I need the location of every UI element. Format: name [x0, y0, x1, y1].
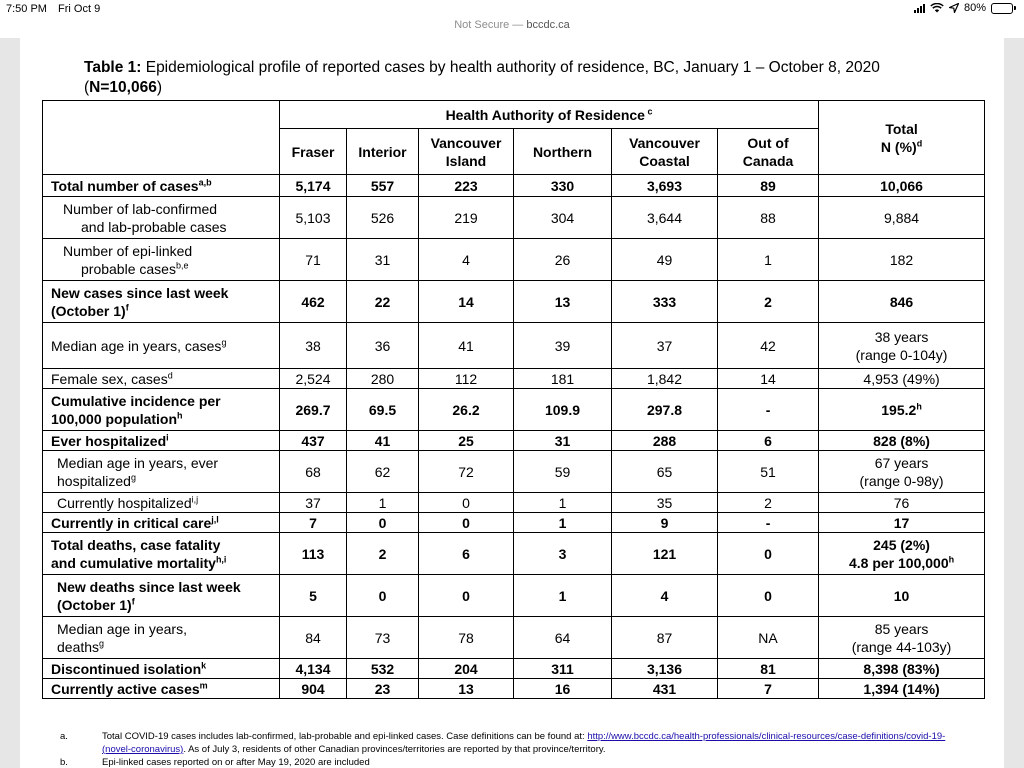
cell-value: 0: [347, 513, 419, 533]
cell-value: 280: [347, 369, 419, 389]
row-label-sup: g: [221, 336, 227, 347]
cell-value: 311: [514, 659, 612, 679]
row-label: [43, 533, 280, 575]
row-label-line1: Number of lab-confirmed: [63, 200, 218, 217]
cell-value: 81: [718, 659, 819, 679]
column-header: [612, 129, 718, 175]
footnote-text: [102, 730, 960, 756]
wifi-icon: [930, 3, 944, 13]
cell-value: 4: [419, 239, 514, 281]
header-total-line2: N (%): [880, 138, 917, 155]
header-group: [280, 101, 819, 129]
cell-value: 5: [280, 575, 347, 617]
table-caption: [84, 58, 964, 98]
cell-value: 71: [280, 239, 347, 281]
cell-value: 59: [514, 451, 612, 493]
row-label-line1: Female sex, cases: [51, 370, 168, 387]
cell-value: 3: [514, 533, 612, 575]
cell-value: 304: [514, 197, 612, 239]
cell-value: 41: [419, 323, 514, 369]
cell-total: [819, 493, 985, 513]
cell-value: 1: [514, 513, 612, 533]
cell-value: 2: [347, 533, 419, 575]
cell-value: 25: [419, 431, 514, 451]
cell-value: 431: [612, 679, 718, 699]
total-line2: (range 44-103y): [851, 638, 952, 655]
row-label: [43, 369, 280, 389]
battery-percent: 80%: [963, 2, 986, 14]
cell-total: [819, 617, 985, 659]
row-label-sup: b,e: [175, 259, 189, 270]
total-line1: 182: [889, 251, 914, 268]
address-host: bccdc.ca: [526, 19, 570, 31]
address-bar[interactable]: [0, 18, 1024, 38]
cell-total: [819, 575, 985, 617]
cell-value: 14: [419, 281, 514, 323]
row-label-sup: f: [131, 595, 135, 606]
cell-total: [819, 389, 985, 431]
column-header: [718, 129, 819, 175]
row-label-line2: and cumulative mortality: [51, 554, 216, 571]
security-label: Not Secure: [454, 19, 510, 31]
cell-value: 69.5: [347, 389, 419, 431]
cell-total: [819, 679, 985, 699]
cell-value: 333: [612, 281, 718, 323]
table-row: [43, 513, 985, 533]
table-row: [43, 197, 985, 239]
cell-value: 35: [612, 493, 718, 513]
total-line1: 67 years: [874, 454, 929, 471]
table-row: [43, 451, 985, 493]
row-label-sup: m: [199, 679, 208, 690]
cell-value: 51: [718, 451, 819, 493]
total-line1: 38 years: [874, 328, 929, 345]
document-page: [20, 38, 1004, 768]
footnotes: [60, 730, 960, 768]
footnote-text-after: . As of July 3, residents of other Canadian provinces/territories are reported by that province/territory.: [183, 744, 606, 755]
column-header-line2: Coastal: [639, 152, 690, 169]
cell-value: 330: [514, 175, 612, 197]
cell-value: 31: [514, 431, 612, 451]
total-line1: 8,398 (83%): [863, 660, 940, 677]
table-row: [43, 679, 985, 699]
cell-value: 1: [718, 239, 819, 281]
cell-value: 204: [419, 659, 514, 679]
cell-value: 26.2: [419, 389, 514, 431]
cell-total: [819, 513, 985, 533]
row-label-line2: deaths: [57, 638, 100, 655]
header-total: [819, 101, 985, 175]
cell-total: [819, 323, 985, 369]
cell-value: 72: [419, 451, 514, 493]
cell-value: 78: [419, 617, 514, 659]
total-line1: 76: [893, 494, 910, 511]
row-label-line1: Currently in critical care: [51, 514, 212, 531]
cell-value: 1,842: [612, 369, 718, 389]
row-label-line2: (October 1): [51, 302, 126, 319]
cell-value: 5,103: [280, 197, 347, 239]
total-line2: 4.8 per 100,000: [848, 554, 949, 571]
caption-text: Epidemiological profile of reported cases by health authority of residence, BC, January 1 – October 8, 2020: [141, 59, 880, 76]
cell-value: 437: [280, 431, 347, 451]
header-group-sup: c: [644, 105, 653, 116]
case-definitions-link[interactable]: http://www.bccdc.ca/health-professionals/clinical-resources/case-definitions/covid-19-(novel-coronavirus): [102, 731, 946, 755]
status-time: 7:50 PM: [6, 3, 47, 15]
column-header: [280, 129, 347, 175]
battery-icon: [991, 3, 1016, 14]
total-line1: 828 (8%): [873, 432, 930, 449]
table-row: [43, 175, 985, 197]
cell-value: 5,174: [280, 175, 347, 197]
header-total-sup: d: [916, 137, 923, 148]
column-header-line2: Island: [445, 152, 487, 169]
cell-total: [819, 533, 985, 575]
epidemiological-profile-table: [42, 100, 985, 699]
column-header-line1: Interior: [358, 143, 407, 160]
cell-value: 68: [280, 451, 347, 493]
cell-value: 16: [514, 679, 612, 699]
cell-value: 73: [347, 617, 419, 659]
row-label-line1: Cumulative incidence per: [51, 392, 221, 409]
cell-value: 31: [347, 239, 419, 281]
row-label-line1: Ever hospitalized: [51, 432, 167, 449]
row-label: [43, 493, 280, 513]
cell-value: 112: [419, 369, 514, 389]
cell-value: 62: [347, 451, 419, 493]
cell-value: 4: [612, 575, 718, 617]
column-header-line1: Vancouver: [629, 134, 700, 151]
footnote: [60, 730, 960, 756]
cell-value: 297.8: [612, 389, 718, 431]
row-label: [43, 617, 280, 659]
cell-value: -: [718, 513, 819, 533]
cell-value: 84: [280, 617, 347, 659]
cell-value: 288: [612, 431, 718, 451]
cell-value: 2: [718, 493, 819, 513]
total-line1: 9,884: [884, 209, 920, 226]
cell-value: 0: [718, 575, 819, 617]
column-header-line1: Northern: [532, 143, 593, 160]
cell-value: 532: [347, 659, 419, 679]
location-arrow-icon: [949, 3, 959, 13]
row-label-sup: i,j: [191, 493, 199, 504]
total-line2: (range 0-98y): [859, 472, 944, 489]
caption-paren-close: ): [156, 79, 162, 96]
row-label-line1: Total number of cases: [51, 177, 199, 194]
cell-value: 42: [718, 323, 819, 369]
cell-total: [819, 451, 985, 493]
total-line1: 17: [893, 514, 910, 531]
cell-value: 3,136: [612, 659, 718, 679]
row-label-line1: Median age in years,: [57, 620, 187, 637]
row-label-sup: k: [201, 659, 207, 670]
cell-value: 2,524: [280, 369, 347, 389]
cell-value: 1: [514, 575, 612, 617]
total-line1: 1,394 (14%): [863, 680, 940, 697]
cell-value: 89: [718, 175, 819, 197]
row-label-line1: Median age in years, ever: [57, 454, 219, 471]
cell-value: 181: [514, 369, 612, 389]
row-label-line1: Total deaths, case fatality: [51, 536, 221, 553]
row-label-sup: g: [130, 471, 136, 482]
cell-value: 0: [419, 513, 514, 533]
cell-value: 0: [419, 493, 514, 513]
caption-n: N=10,066: [89, 79, 157, 96]
table-row: [43, 617, 985, 659]
total-line1: 85 years: [874, 620, 929, 637]
row-label: [43, 451, 280, 493]
cell-value: -: [718, 389, 819, 431]
cell-total: [819, 175, 985, 197]
cell-value: NA: [718, 617, 819, 659]
status-date: Fri Oct 9: [58, 3, 101, 15]
total-line2: (range 0-104y): [855, 346, 948, 363]
row-label: [43, 197, 280, 239]
footnote-marker: a.: [60, 731, 68, 742]
row-label: [43, 659, 280, 679]
row-label-sup: j,l: [211, 513, 219, 524]
column-header: [347, 129, 419, 175]
cell-value: 49: [612, 239, 718, 281]
row-label-line2: and lab-probable cases: [81, 218, 227, 235]
row-label: [43, 389, 280, 431]
cell-value: 4,134: [280, 659, 347, 679]
cell-value: 121: [612, 533, 718, 575]
table-row: [43, 369, 985, 389]
footnote-text-before: Epi-linked cases reported on or after May 19, 2020 are included: [102, 757, 370, 768]
row-label-sup: g: [99, 637, 105, 648]
table-row: [43, 431, 985, 451]
column-header: [419, 129, 514, 175]
row-label-line2: (October 1): [57, 596, 132, 613]
row-label-sup: h: [177, 409, 183, 420]
row-label-line1: Discontinued isolation: [51, 660, 202, 677]
cell-value: 64: [514, 617, 612, 659]
total-sup: h: [948, 553, 955, 564]
cell-value: 26: [514, 239, 612, 281]
cell-value: 2: [718, 281, 819, 323]
table-row: [43, 575, 985, 617]
table-row: [43, 281, 985, 323]
cell-value: 22: [347, 281, 419, 323]
total-line1: 10: [893, 587, 910, 604]
row-label: [43, 679, 280, 699]
table-row: [43, 493, 985, 513]
total-line1: 4,953 (49%): [863, 370, 940, 387]
footnote-marker: b.: [60, 757, 68, 768]
cell-value: 23: [347, 679, 419, 699]
cell-value: 65: [612, 451, 718, 493]
cell-value: 526: [347, 197, 419, 239]
cell-value: 38: [280, 323, 347, 369]
cell-value: 1: [347, 493, 419, 513]
row-label-line1: New cases since last week: [51, 284, 229, 301]
row-label: [43, 431, 280, 451]
cell-value: 557: [347, 175, 419, 197]
cell-value: 109.9: [514, 389, 612, 431]
column-header: [514, 129, 612, 175]
cell-value: 13: [419, 679, 514, 699]
row-label: [43, 281, 280, 323]
row-label-sup: h,i: [215, 553, 227, 564]
cell-value: 6: [419, 533, 514, 575]
header-total-line1: Total: [885, 120, 918, 137]
row-label: [43, 239, 280, 281]
status-bar: [0, 0, 1024, 18]
row-label-line2: 100,000 population: [51, 410, 178, 427]
row-label-sup: i: [166, 431, 169, 442]
cell-value: 37: [612, 323, 718, 369]
cell-value: 87: [612, 617, 718, 659]
table-row: [43, 389, 985, 431]
cell-value: 219: [419, 197, 514, 239]
row-label-line1: Currently hospitalized: [57, 494, 192, 511]
address-separator: —: [509, 19, 527, 31]
cell-value: 462: [280, 281, 347, 323]
cell-value: 3,693: [612, 175, 718, 197]
cell-total: [819, 197, 985, 239]
cell-value: 904: [280, 679, 347, 699]
cell-value: 39: [514, 323, 612, 369]
column-header-line1: Out of: [747, 134, 789, 151]
total-line1: 846: [889, 293, 914, 310]
total-line1: 10,066: [880, 177, 923, 194]
footnote: [60, 756, 960, 768]
cell-value: 269.7: [280, 389, 347, 431]
header-blank-cell: [43, 101, 280, 175]
row-label-sup: f: [125, 301, 129, 312]
table-row: [43, 659, 985, 679]
cell-value: 9: [612, 513, 718, 533]
cell-value: 7: [718, 679, 819, 699]
column-header-line1: Vancouver: [430, 134, 502, 151]
total-line1: 195.2: [881, 401, 917, 418]
cell-value: 13: [514, 281, 612, 323]
cellular-signal-icon: [914, 3, 925, 13]
table-row: [43, 239, 985, 281]
table-row: [43, 533, 985, 575]
cell-value: 14: [718, 369, 819, 389]
cell-value: 37: [280, 493, 347, 513]
row-label-line1: Currently active cases: [51, 680, 200, 697]
cell-value: 113: [280, 533, 347, 575]
cell-value: 1: [514, 493, 612, 513]
caption-paren-open: (: [84, 79, 90, 96]
row-label-sup: d: [167, 369, 173, 380]
cell-total: [819, 369, 985, 389]
cell-total: [819, 239, 985, 281]
table-row: [43, 323, 985, 369]
row-label-line1: Median age in years, cases: [51, 337, 222, 354]
cell-value: 7: [280, 513, 347, 533]
row-label-line1: Number of epi-linked: [63, 242, 193, 259]
header-group-label: Health Authority of Residence: [445, 106, 645, 123]
row-label-line2: probable cases: [81, 260, 176, 277]
column-header-line2: Canada: [742, 152, 794, 169]
total-line1: 245 (2%): [873, 536, 930, 553]
cell-value: 36: [347, 323, 419, 369]
row-label-sup: a,b: [198, 176, 212, 187]
column-header-line1: Fraser: [291, 143, 335, 160]
cell-value: 41: [347, 431, 419, 451]
cell-total: [819, 431, 985, 451]
row-label-line1: New deaths since last week: [57, 578, 241, 595]
cell-value: 3,644: [612, 197, 718, 239]
cell-total: [819, 281, 985, 323]
row-label: [43, 175, 280, 197]
cell-value: 0: [347, 575, 419, 617]
total-sup: h: [916, 400, 922, 411]
caption-label: Table 1:: [84, 59, 142, 76]
cell-total: [819, 659, 985, 679]
row-label: [43, 323, 280, 369]
row-label: [43, 575, 280, 617]
cell-value: 0: [718, 533, 819, 575]
footnote-text: [102, 756, 960, 768]
cell-value: 0: [419, 575, 514, 617]
cell-value: 6: [718, 431, 819, 451]
footnote-text-before: Total COVID-19 cases includes lab-confirmed, lab-probable and epi-linked cases. Case definitions can be found at:: [102, 731, 588, 742]
cell-value: 88: [718, 197, 819, 239]
row-label: [43, 513, 280, 533]
row-label-line2: hospitalized: [57, 472, 131, 489]
cell-value: 223: [419, 175, 514, 197]
